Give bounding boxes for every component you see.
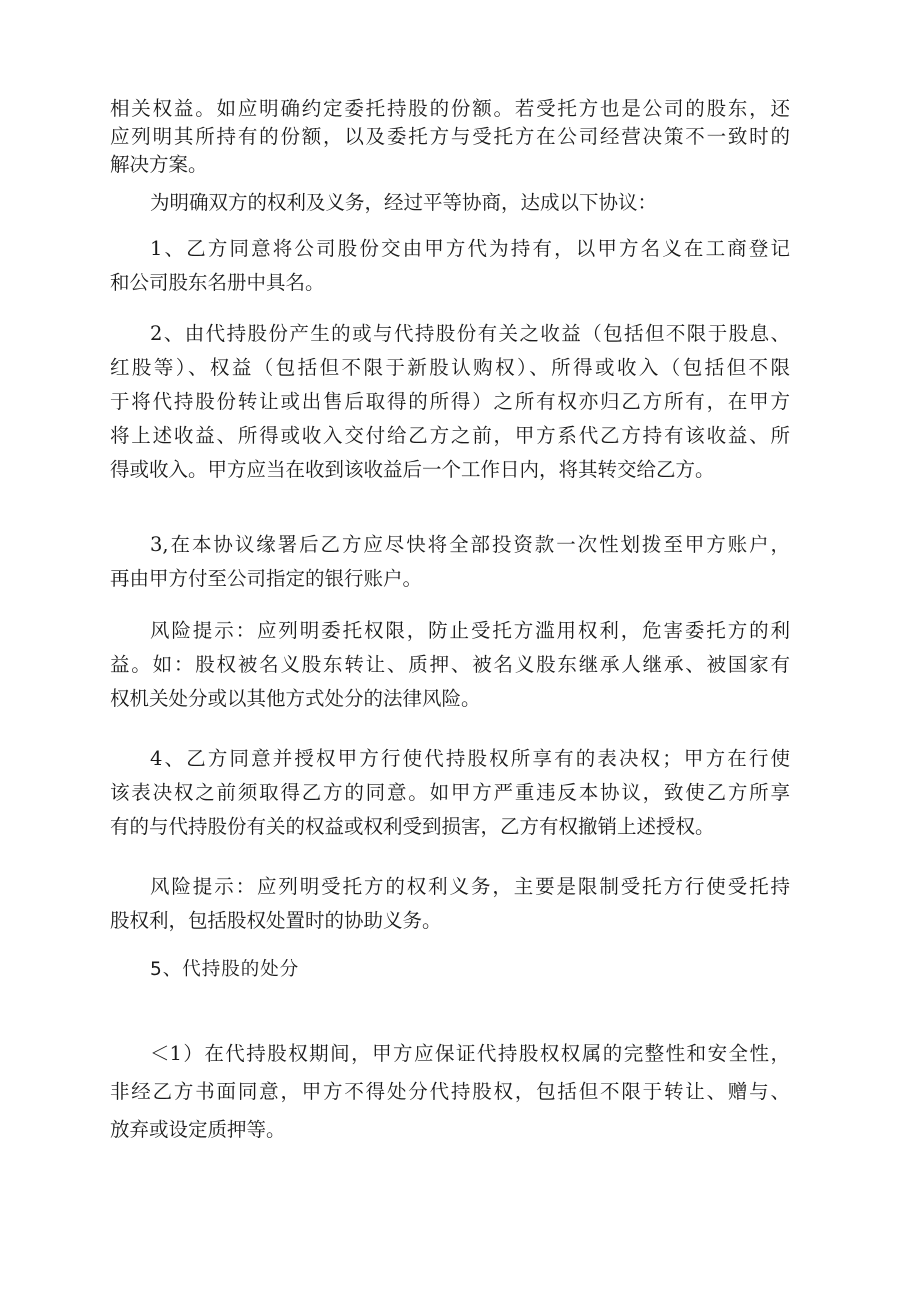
text-line: 权机关处分或以其他方式处分的法律风险。 (110, 687, 481, 710)
section-heading-clause-5 (110, 953, 790, 987)
paragraph-clause-1 (110, 232, 790, 300)
text-line: 2、由代持股份产生的或与代持股份有关之收益（包括但不限于股息、 (150, 322, 790, 345)
text-line: 得或收入。甲方应当在收到该收益后一个工作日内，将其转交给乙方。 (110, 458, 715, 481)
text-line: 有的与代持股份有关的权益或权利受到损害，乙方有权撤销上述授权。 (110, 815, 715, 838)
text-line: 风险提示：应列明委托权限，防止受托方滥用权利，危害委托方的利 (150, 619, 790, 642)
paragraph-risk-note-2 (110, 870, 790, 938)
text-line: 股权利，包括股权处置时的协助义务。 (110, 909, 442, 932)
text-line: 红股等）、权益（包括但不限于新股认购权）、所得或收入（包括但不限 (110, 356, 790, 379)
text-line: 解决方案。 (110, 153, 208, 176)
text-line: 应列明其所持有的份额，以及委托方与受托方在公司经营决策不一致时的 (110, 125, 790, 148)
text-line: 风险提示：应列明受托方的权利义务，主要是限制受托方行使受托持 (150, 875, 790, 898)
paragraph-clause-2 (110, 317, 790, 487)
text-line: 1、乙方同意将公司股份交由甲方代为持有，以甲方名义在工商登记 (150, 237, 790, 260)
paragraph-clause-5-1 (110, 1035, 790, 1149)
text-line: 再由甲方付至公司指定的银行账户。 (110, 567, 423, 590)
text-line: 该表决权之前须取得乙方的同意。如甲方严重违反本协议，致使乙方所享 (110, 781, 790, 804)
text-line: 5、代持股的处分 (150, 959, 300, 980)
paragraph-clause-3 (110, 528, 790, 596)
text-line: 为明确双方的权利及义务，经过平等协商，达成以下协议： (150, 191, 658, 214)
paragraph-risk-note-1 (110, 614, 790, 716)
text-line: 益。如：股权被名义股东转让、质押、被名义股东继承人继承、被国家有 (110, 653, 790, 676)
text-line: 3,在本协议缘署后乙方应尽快将全部投资款一次性划拨至甲方账户， (150, 533, 790, 556)
paragraph-clause-4 (110, 742, 790, 844)
text-line: 放弃或设定质押等。 (110, 1118, 286, 1141)
paragraph-agreement-intro (110, 186, 790, 220)
text-line: ＜1）在代持股权期间，甲方应保证代持股权权属的完整性和安全性， (150, 1042, 790, 1065)
text-line: 非经乙方书面同意，甲方不得处分代持股权，包括但不限于转让、赠与、 (110, 1080, 790, 1103)
text-line: 相关权益。如应明确约定委托持股的份额。若受托方也是公司的股东，还 (110, 97, 790, 120)
paragraph-intro-continuation (110, 95, 790, 179)
text-line: 将上述收益、所得或收入交付给乙方之前，甲方系代乙方持有该收益、所 (110, 424, 790, 447)
text-line: 于将代持股份转让或出售后取得的所得）之所有权亦归乙方所有，在甲方 (110, 390, 790, 413)
text-line: 和公司股东名册中具名。 (110, 271, 325, 294)
text-line: 4、乙方同意并授权甲方行使代持股权所享有的表决权；甲方在行使 (150, 747, 790, 770)
